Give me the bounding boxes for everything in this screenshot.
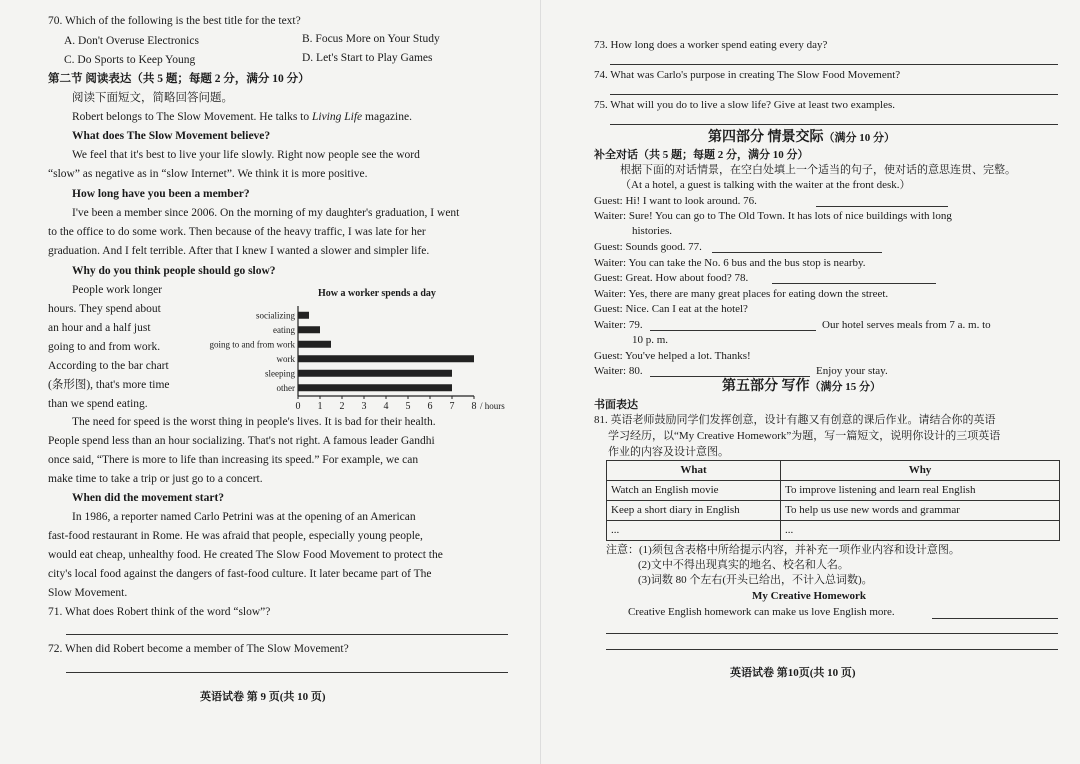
chart-bar xyxy=(298,341,331,348)
chart-category-label: other xyxy=(276,382,295,393)
dialog-line-80: Waiter: 80. xyxy=(594,365,643,377)
chart-x-tick-label: 0 xyxy=(295,401,301,412)
instruction: 阅读下面短文，简略回答问题。 xyxy=(72,92,233,104)
para3-line2: hours. They spend about xyxy=(48,303,161,315)
answer-line-71[interactable] xyxy=(66,634,508,635)
q81-line1: 81. 英语老师鼓励同学们发挥创意，设计有趣又有创意的课后作业。请结合你的英语 xyxy=(594,414,996,426)
table-header-row xyxy=(607,461,1060,481)
para3-line4: going to and from work. xyxy=(48,341,161,353)
chart-x-tick-label: 7 xyxy=(449,401,455,412)
para4-line2: People spend less than an hour socializing. That's not right. A famous leader Gandhi xyxy=(48,435,435,447)
dialog-line-80b: Enjoy your stay. xyxy=(816,365,888,377)
blank-78[interactable] xyxy=(772,283,936,284)
para5-line3: would eat cheap, unhealthy food. He created The Slow Food Movement to protect the xyxy=(48,549,443,561)
dialog-line-77: Guest: Sounds good. 77. xyxy=(594,241,702,253)
table-cell: Watch an English movie xyxy=(607,481,781,501)
blank-77[interactable] xyxy=(712,252,882,253)
essay-line-1[interactable] xyxy=(932,618,1058,619)
right-page xyxy=(540,0,1080,764)
answer-line-73[interactable] xyxy=(610,64,1058,65)
dialog-line-79: Waiter: 79. xyxy=(594,319,643,331)
dialog-line-2: Waiter: Sure! You can go to The Old Town. It has lots of nice buildings with long xyxy=(594,210,952,222)
dialog-line-9: Guest: You've helped a lot. Thanks! xyxy=(594,350,751,362)
heading-member: How long have you been a member? xyxy=(72,188,250,200)
dialog-title: 补全对话（共 5 题；每题 2 分，满分 10 分） xyxy=(594,149,809,161)
section2-title: 第二节 阅读表达（共 5 题；每题 2 分，满分 10 分） xyxy=(48,73,310,85)
q70-option-d: D. Let's Start to Play Games xyxy=(302,52,433,64)
chart-x-tick-label: 3 xyxy=(361,401,367,412)
para3-line6: (条形图), that's more time xyxy=(48,379,170,391)
table-cell: ... xyxy=(607,521,781,541)
answer-line-72[interactable] xyxy=(66,672,508,673)
note-3: (3)词数 80 个左右(开头已给出，不计入总词数)。 xyxy=(638,574,873,586)
para2-line2: to the office to do some work. Then because of the heavy traffic, I was late for her xyxy=(48,226,426,238)
heading-why-slow: Why do you think people should go slow? xyxy=(72,265,276,277)
table-cell: To improve listening and learn real English xyxy=(781,481,1060,501)
chart-x-tick-label: 5 xyxy=(405,401,411,412)
note-1: 注意：(1)须包含表格中所给提示内容，并补充一项作业内容和设计意图。 xyxy=(606,544,960,556)
question-70: 70. Which of the following is the best title for the text? xyxy=(48,15,301,27)
writing-label: 书面表达 xyxy=(594,399,638,411)
chart-x-tick-label: 4 xyxy=(383,401,389,412)
intro: Robert belongs to The Slow Movement. He talks to Living Life magazine. xyxy=(72,111,412,123)
table-header-what: What xyxy=(607,461,781,481)
chart-bar xyxy=(298,326,320,333)
table-cell: ... xyxy=(781,521,1060,541)
chart-bar xyxy=(298,355,474,362)
q81-line2: 学习经历，以“My Creative Homework”为题，写一篇短文，说明你设计的三项英语 xyxy=(608,430,1001,442)
chart-category-label: eating xyxy=(273,324,295,335)
dialog-line-79c: 10 p. m. xyxy=(632,334,669,346)
dialog-line-2b: histories. xyxy=(632,225,673,237)
question-71: 71. What does Robert think of the word “slow”? xyxy=(48,606,271,618)
homework-table xyxy=(606,460,1060,541)
chart-canvas xyxy=(190,284,520,412)
chart-x-tick-label: 1 xyxy=(317,401,323,412)
chart-title: How a worker spends a day xyxy=(318,288,436,299)
dialog-line-7: Guest: Nice. Can I eat at the hotel? xyxy=(594,303,748,315)
dialog-line-79b: Our hotel serves meals from 7 a. m. to xyxy=(822,319,991,331)
table-row xyxy=(607,521,1060,541)
essay-line-3[interactable] xyxy=(606,649,1058,650)
para5-line1: In 1986, a reporter named Carlo Petrini was at the opening of an American xyxy=(72,511,416,523)
para5-line2: fast-food restaurant in Rome. He was afraid that people, especially young people, xyxy=(48,530,423,542)
chart-bar xyxy=(298,384,452,391)
dialog-line-4: Waiter: You can take the No. 6 bus and the bus stop is nearby. xyxy=(594,257,866,269)
question-72: 72. When did Robert become a member of The Slow Movement? xyxy=(48,643,349,655)
right-footer: 英语试卷 第10页(共 10 页) xyxy=(730,667,856,679)
part5-title: 第五部分 写作（满分 15 分） xyxy=(722,379,881,394)
para3-line7: than we spend eating. xyxy=(48,398,148,410)
chart-category-label: going to and from work xyxy=(209,339,295,350)
table-header-why: Why xyxy=(781,461,1060,481)
q70-option-c: C. Do Sports to Keep Young xyxy=(64,54,196,66)
para5-line4: city's local food against the dangers of fast-food culture. It later became part of The xyxy=(48,568,432,580)
para4-line4: make time to take a trip or just go to a concert. xyxy=(48,473,263,485)
dialog-instruction: 根据下面的对话情景，在空白处填上一个适当的句子，使对话的意思连贯、完整。 xyxy=(620,164,1016,176)
q70-option-b: B. Focus More on Your Study xyxy=(302,33,440,45)
para4-line3: once said, “There is more to life than increasing its speed.” For example, we can xyxy=(48,454,419,466)
question-74: 74. What was Carlo's purpose in creating The Slow Food Movement? xyxy=(594,69,901,81)
part4-title: 第四部分 情景交际（满分 10 分） xyxy=(708,130,895,145)
chart-x-tick-label: 8 xyxy=(471,401,477,412)
para1-line2: “slow” as negative as in “slow Internet”. We think it is more positive. xyxy=(48,168,368,180)
chart-category-label: work xyxy=(276,353,295,364)
chart-x-tick-label: 6 xyxy=(427,401,433,412)
question-73: 73. How long does a worker spend eating every day? xyxy=(594,39,828,51)
dialog-line-76: Guest: Hi! I want to look around. 76. xyxy=(594,195,757,207)
question-75: 75. What will you do to live a slow life? Give at least two examples. xyxy=(594,99,896,111)
para2-line1: I've been a member since 2006. On the morning of my daughter's graduation, I went xyxy=(72,207,460,219)
essay-start: Creative English homework can make us love English more. xyxy=(628,606,895,618)
para3-line3: an hour and a half just xyxy=(48,322,151,334)
chart-x-unit-label: / hours xyxy=(480,401,505,411)
table-row xyxy=(607,501,1060,521)
heading-start: When did the movement start? xyxy=(72,492,225,504)
answer-line-74[interactable] xyxy=(610,94,1058,95)
blank-79[interactable] xyxy=(650,330,816,331)
chart-bar xyxy=(298,312,309,319)
dialog-line-78: Guest: Great. How about food? 78. xyxy=(594,272,749,284)
chart-x-tick-label: 2 xyxy=(339,401,345,412)
table-row xyxy=(607,481,1060,501)
para3-line1: People work longer xyxy=(72,284,163,296)
essay-line-2[interactable] xyxy=(606,633,1058,634)
para5-line5: Slow Movement. xyxy=(48,587,128,599)
table-cell: To help us use new words and grammar xyxy=(781,501,1060,521)
chart-category-label: sleeping xyxy=(265,368,295,379)
q81-line3: 作业的内容及设计意图。 xyxy=(608,446,729,458)
note-2: (2)文中不得出现真实的地名、校名和人名。 xyxy=(638,559,849,571)
essay-title: My Creative Homework xyxy=(752,590,867,602)
chart-category-label: socializing xyxy=(256,310,295,321)
table-cell: Keep a short diary in English xyxy=(607,501,781,521)
answer-line-75[interactable] xyxy=(610,124,1058,125)
heading-believe: What does The Slow Movement believe? xyxy=(72,130,271,142)
chart-bar xyxy=(298,370,452,377)
para2-line3: graduation. And I felt terrible. After that I knew I wanted a slower and simpler life. xyxy=(48,245,430,257)
para1-line1: We feel that it's best to live your life slowly. Right now people see the word xyxy=(72,149,420,161)
para3-line5: According to the bar chart xyxy=(48,360,169,372)
para4-line1: The need for speed is the worst thing in people's lives. It is bad for their health. xyxy=(72,416,436,428)
q70-option-a: A. Don't Overuse Electronics xyxy=(64,35,199,47)
dialog-scene: （At a hotel, a guest is talking with the waiter at the front desk.） xyxy=(620,179,911,191)
bar-chart xyxy=(190,284,520,412)
left-footer: 英语试卷 第 9 页(共 10 页) xyxy=(200,691,326,703)
dialog-line-6: Waiter: Yes, there are many great places for eating down the street. xyxy=(594,288,889,300)
